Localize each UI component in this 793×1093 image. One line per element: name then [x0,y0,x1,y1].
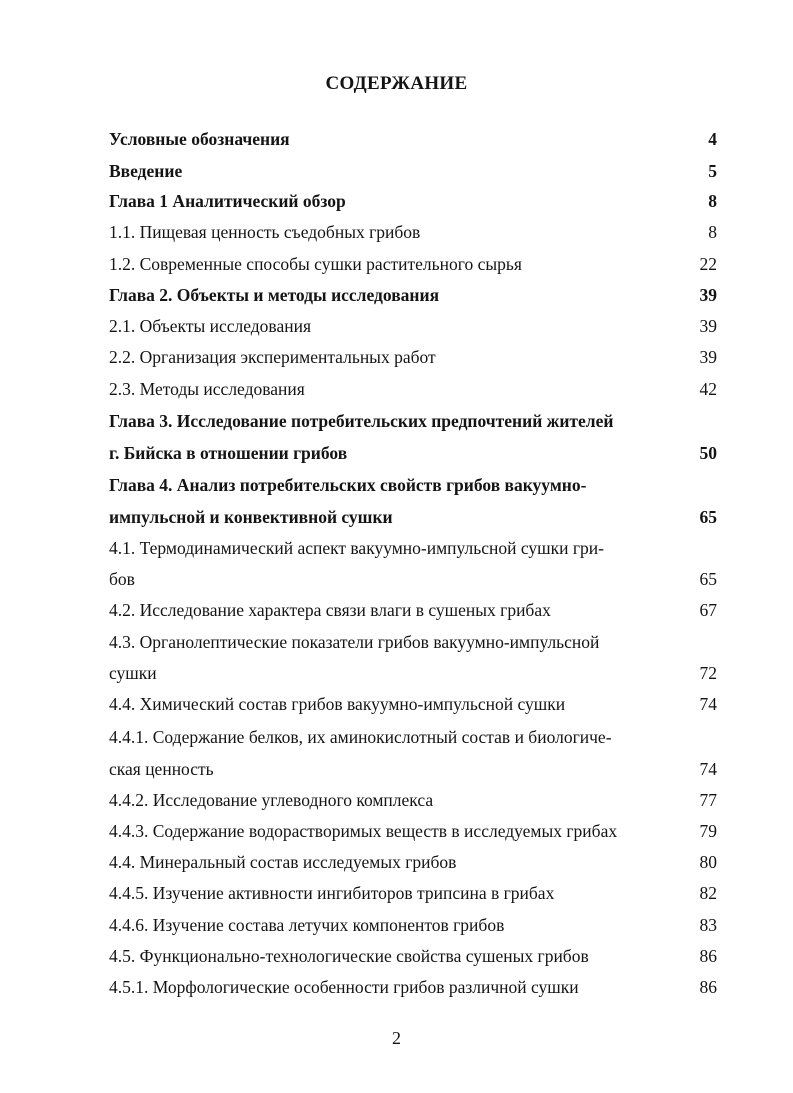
toc-entry-text: 1.1. Пищевая ценность съедобных грибов [109,222,421,242]
toc-entry [0,911,793,939]
toc-entry-text: сушки [109,663,157,683]
toc-entry-page: 67 [699,600,717,620]
toc-entry-page: 79 [699,821,717,841]
toc-entry [0,250,793,278]
toc-entry-page: 50 [699,443,717,463]
toc-entry-text: 4.1. Термодинамический аспект вакуумно-импульсной сушки гри- [109,538,604,558]
toc-entry-page: 5 [708,161,717,181]
toc-entry-page: 65 [699,569,717,589]
toc-entry-page: 65 [699,507,717,527]
toc-entry-page: 39 [699,316,717,336]
toc-entry [0,187,793,215]
toc-entry-page: 22 [699,254,717,274]
toc-entry [0,343,793,371]
toc-entry-text: 1.2. Современные способы сушки растительного сырья [109,254,522,274]
toc-entry-text: ская ценность [109,759,214,779]
toc-entry [0,628,793,656]
toc-entry-page: 86 [699,977,717,997]
toc-entry [0,125,793,153]
toc-entry-text: Глава 2. Объекты и методы исследования [109,285,440,305]
toc-entry-page: 86 [699,946,717,966]
toc-entry [0,157,793,185]
toc-entry [0,471,793,499]
toc-entry [0,503,793,531]
toc-entry [0,439,793,467]
toc-entry [0,848,793,876]
toc-entry-page: 83 [699,915,717,935]
toc-entry [0,786,793,814]
toc-entry-page: 42 [699,379,717,399]
toc-entry-page: 39 [699,347,717,367]
toc-entry-page: 74 [699,694,717,714]
toc-entry-text: 2.1. Объекты исследования [109,316,312,336]
toc-entry-page: 72 [699,663,717,683]
toc-entry [0,755,793,783]
toc-entry-text: 2.2. Организация экспериментальных работ [109,347,436,367]
toc-entry-text: 4.4.2. Исследование углеводного комплекса [109,790,434,810]
toc-entry-page: 74 [699,759,717,779]
toc-entry-page: 4 [708,129,717,149]
toc-entry [0,659,793,687]
toc-entry-page: 8 [708,191,717,211]
toc-entry [0,723,793,751]
toc-entry-page: 77 [699,790,717,810]
toc-entry-text: 4.4.6. Изучение состава летучих компонентов грибов [109,915,505,935]
toc-entry-page: 80 [699,852,717,872]
toc-entry-text: Глава 3. Исследование потребительских предпочтений жителей [109,411,614,431]
toc-entry-text: 4.4.5. Изучение активности ингибиторов трипсина в грибах [109,883,555,903]
toc-entry [0,218,793,246]
toc-entry-page: 82 [699,883,717,903]
toc-entry-text: 4.3. Органолептические показатели грибов вакуумно-импульсной [109,632,600,652]
toc-entry-text: 4.4.1. Содержание белков, их аминокислотный состав и биологиче- [109,727,612,747]
toc-entry-text: г. Бийска в отношении грибов [109,443,348,463]
toc-entry [0,879,793,907]
toc-entry [0,375,793,403]
toc-entry-text: импульсной и конвективной сушки [109,507,393,527]
toc-entry [0,565,793,593]
toc-entry [0,817,793,845]
toc-entry-text: 4.4. Минеральный состав исследуемых грибов [109,852,457,872]
toc-entry [0,596,793,624]
toc-entry [0,973,793,1001]
toc-entry-text: 4.5.1. Морфологические особенности грибов различной сушки [109,977,579,997]
toc-entry-page: 39 [699,285,717,305]
toc-entry-text: 4.2. Исследование характера связи влаги в сушеных грибах [109,600,551,620]
toc-entry-page: 8 [708,222,717,242]
toc-entry-text: Глава 1 Аналитический обзор [109,191,346,211]
toc-entry-text: бов [109,569,135,589]
toc-entry [0,534,793,562]
toc-entry-text: Глава 4. Анализ потребительских свойств грибов вакуумно- [109,475,587,495]
toc-entry-text: 4.5. Функционально-технологические свойства сушеных грибов [109,946,589,966]
toc-entry [0,281,793,309]
toc-entry [0,407,793,435]
toc-title: СОДЕРЖАНИЕ [325,73,468,94]
toc-entry-text: Условные обозначения [109,129,290,149]
toc-entry [0,690,793,718]
toc-entry [0,942,793,970]
toc-entry-text: 2.3. Методы исследования [109,379,305,399]
toc-entry-text: Введение [109,161,183,181]
page-number: 2 [392,1028,401,1048]
toc-entry-text: 4.4.3. Содержание водорастворимых веществ в исследуемых грибах [109,821,618,841]
toc-entry [0,312,793,340]
toc-entry-text: 4.4. Химический состав грибов вакуумно-импульсной сушки [109,694,566,714]
